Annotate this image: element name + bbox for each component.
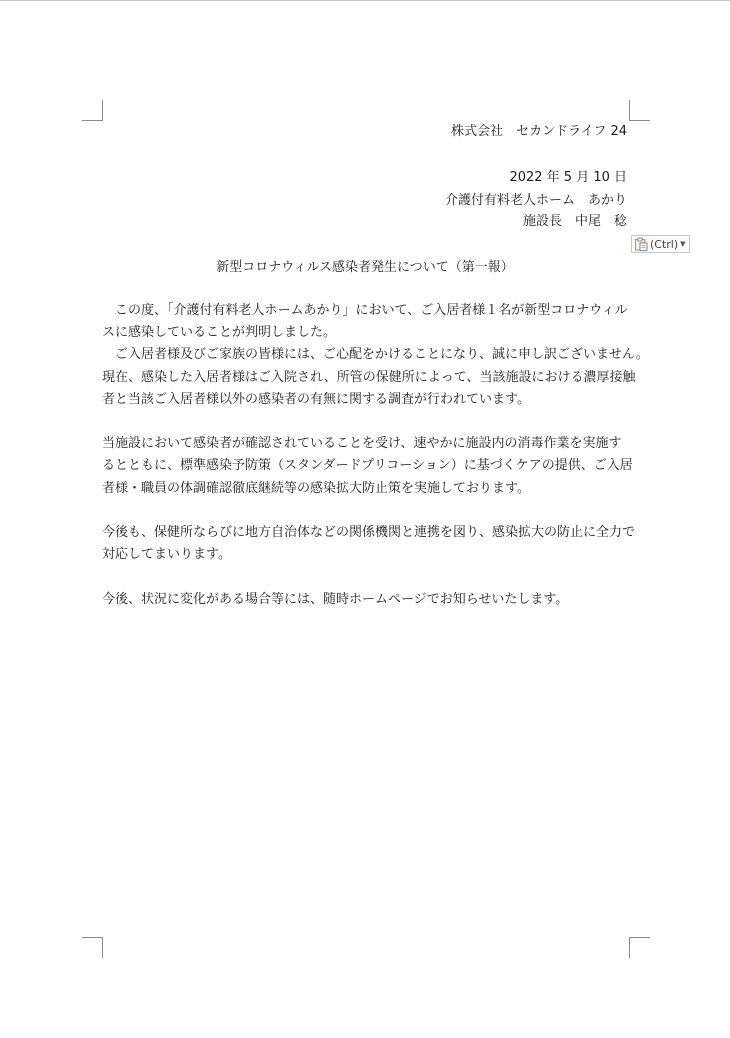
document-date: 2022 年 5 月 10 日 [509,170,627,185]
page-top-border [0,0,730,1]
clipboard-icon [634,237,650,251]
body-line: 者と当該ご入居者様以外の感染者の有無に関する調査が行われています。 [102,392,530,407]
crop-mark-bottom-left [82,937,103,958]
body-line: 対応してまいります。 [102,547,231,562]
body-line: 今後、状況に変化がある場合等には、随時ホームページでお知らせいたします。 [102,592,569,607]
body-line: スに感染していることが判明しました。 [102,325,337,340]
body-line: この度、「介護付有料老人ホームあかり」において、ご入居者様１名が新型コロナウィル [102,303,628,318]
body-line: るとともに、標準感染予防策（スタンダードプリコーション）に基づくケアの提供、ご入居 [102,458,633,473]
paste-options-button[interactable] [631,235,690,253]
crop-mark-bottom-right [629,937,650,958]
paste-options-label: (Ctrl) [650,237,679,251]
body-line: 現在、感染した入居者様はご入院され、所管の保健所によって、当該施設における濃厚接触 [102,370,636,385]
company-name: 株式会社 セカンドライフ 24 [451,124,627,139]
crop-mark-top-right [629,100,650,121]
body-line: ご入居者様及びご家族の皆様には、ご心配をかけることになり、誠に申し訳ございません。 [102,347,649,362]
facility-name: 介護付有料老人ホーム あかり [444,193,627,208]
crop-mark-top-left [82,100,103,121]
document-title: 新型コロナウィルス感染者発生について（第一報） [216,260,514,275]
body-line: 者様・職員の体調確認徹底継続等の感染拡大防止策を実施しております。 [102,481,530,496]
dropdown-caret-icon: ▼ [680,240,686,248]
body-line: 当施設において感染者が確認されていることを受け、速やかに施設内の消毒作業を実施す [102,436,622,451]
body-line: 今後も、保健所ならびに地方自治体などの関係機関と連携を図り、感染拡大の防止に全力で [102,525,636,540]
facility-director: 施設長 中尾 稔 [522,214,627,229]
